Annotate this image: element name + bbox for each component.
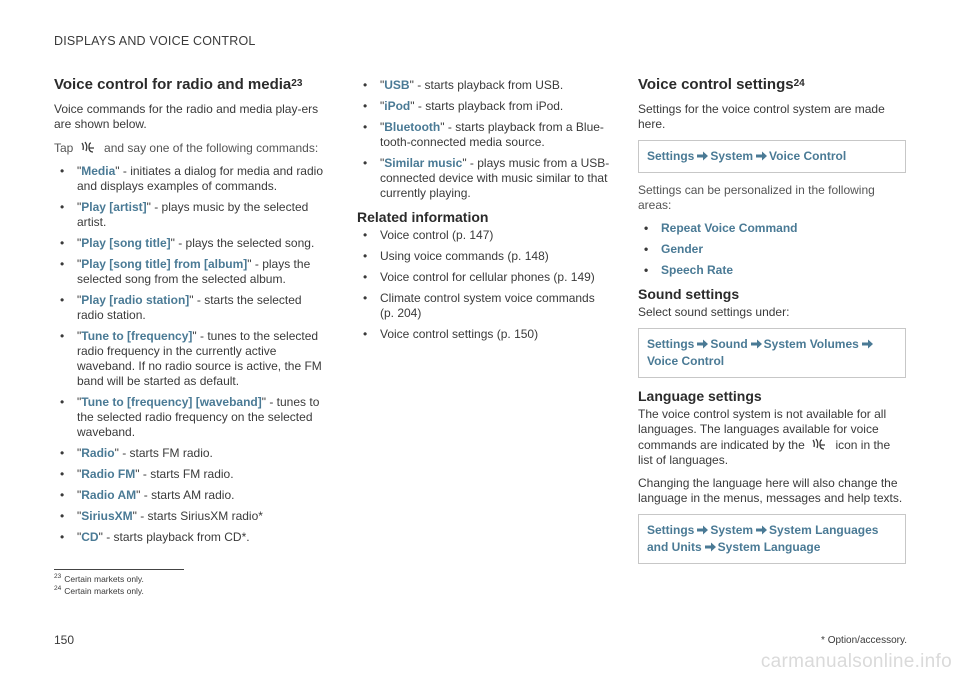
related-link[interactable]: • Using voice commands (p. 148): [357, 249, 612, 264]
watermark: carmanualsonline.info: [760, 651, 952, 672]
list-item: • "CD" - starts playback from CD*.: [54, 530, 324, 545]
arrow-right-icon: [705, 542, 716, 552]
sound-settings-heading: Sound settings: [638, 286, 740, 302]
sound-settings-text: Select sound settings under:: [638, 305, 790, 319]
list-item: • "iPod" - starts playback from iPod.: [357, 99, 612, 114]
list-item: • "Radio" - starts FM radio.: [54, 446, 324, 461]
list-item: • "Bluetooth" - starts playback from a Blue-tooth-connected media source.: [357, 120, 612, 150]
path-system: System: [710, 149, 754, 163]
tap-suffix: and say one of the following commands:: [104, 141, 319, 155]
arrow-right-icon: [697, 525, 708, 535]
related-link[interactable]: • Voice control settings (p. 150): [357, 327, 612, 342]
footnote-ref-23: 23: [291, 78, 303, 89]
arrow-right-icon: [697, 339, 708, 349]
voice-control-menu-path: [638, 140, 906, 173]
settings-heading: [638, 76, 906, 96]
list-item: • "Similar music" - plays music from a USB-connected device with music similar to that currently playing.: [357, 156, 612, 201]
list-item: • "Play [song title]" - plays the selected song.: [54, 236, 324, 251]
arrow-right-icon: [697, 151, 708, 161]
list-item: • "Tune to [frequency]" - tunes to the selected radio frequency in the currently active waveband. If no radio source is active, the FM band will be started as default.: [54, 329, 324, 389]
column-left: [54, 76, 324, 551]
footnote-24: $^{24}$ Certain markets only.: [54, 584, 144, 596]
list-item: • "USB" - starts playback from USB.: [357, 78, 612, 93]
list-item: • "Media" - initiates a dialog for media and radio and displays examples of commands.: [54, 164, 324, 194]
language-change-text: Changing the language here will also change the language in the menus, messages and help texts.: [638, 476, 903, 505]
section-header: DISPLAYS AND VOICE CONTROL: [54, 34, 256, 48]
list-item: • Repeat Voice Command: [638, 221, 906, 236]
list-item: • "SiriusXM" - starts SiriusXM radio*: [54, 509, 324, 524]
arrow-right-icon: [756, 151, 767, 161]
tap-instruction: [54, 140, 324, 156]
list-item: • "Radio AM" - starts AM radio.: [54, 488, 324, 503]
list-item: • "Play [song title] from [album]" - plays the selected song from the selected album.: [54, 257, 324, 287]
list-item: • Gender: [638, 242, 906, 257]
arrow-right-icon: [862, 339, 873, 349]
radio-media-title: Voice control for radio and media: [54, 76, 292, 93]
path-settings: Settings: [647, 149, 695, 163]
voice-control-icon: [80, 140, 98, 156]
list-item: • "Play [artist]" - plays music by the selected artist.: [54, 200, 324, 230]
personalize-areas-list: [638, 221, 906, 278]
column-middle: [357, 78, 612, 348]
language-menu-path: Settings System System Languages and Units System Language: [638, 514, 906, 564]
language-settings-text: The voice control system is not available for all languages. The languages available for voice commands are indicated by the icon in the list of languages.: [638, 407, 891, 467]
radio-commands-list: [54, 164, 324, 545]
list-item: • "Radio FM" - starts FM radio.: [54, 467, 324, 482]
settings-intro: Settings for the voice control system are made here.: [638, 102, 885, 131]
related-info-list: [357, 228, 612, 342]
footnote-divider: [54, 569, 184, 570]
list-item: • Speech Rate: [638, 263, 906, 278]
related-link[interactable]: • Climate control system voice commands (p. 204): [357, 291, 612, 321]
arrow-right-icon: [751, 339, 762, 349]
related-link[interactable]: • Voice control for cellular phones (p. 149): [357, 270, 612, 285]
footnotes: [54, 569, 184, 596]
list-item: • "Play [radio station]" - starts the selected radio station.: [54, 293, 324, 323]
settings-title: Voice control settings: [638, 76, 794, 93]
column-right: [638, 76, 906, 574]
radio-commands-list-continued: [357, 78, 612, 201]
personalize-text: Settings can be personalized in the following areas:: [638, 183, 875, 212]
footnote-ref-24: 24: [793, 78, 805, 89]
sound-menu-path: Settings Sound System Volumes Voice Control: [638, 328, 906, 378]
language-settings-heading: Language settings: [638, 388, 762, 404]
radio-media-intro: Voice commands for the radio and media play-ers are shown below.: [54, 102, 319, 131]
voice-control-icon: [811, 437, 829, 453]
page-number: 150: [54, 633, 75, 647]
radio-media-heading: [54, 76, 324, 96]
related-link[interactable]: • Voice control (p. 147): [357, 228, 612, 243]
option-accessory-note: * Option/accessory.: [821, 635, 907, 646]
arrow-right-icon: [756, 525, 767, 535]
tap-prefix: Tap: [54, 141, 74, 155]
related-info-heading: Related information: [357, 209, 489, 225]
path-voice-control: Voice Control: [769, 149, 847, 163]
list-item: • "Tune to [frequency] [waveband]" - tunes to the selected radio frequency on the selected waveband.: [54, 395, 324, 440]
footnote-23: $^{23}$ Certain markets only.: [54, 573, 144, 584]
